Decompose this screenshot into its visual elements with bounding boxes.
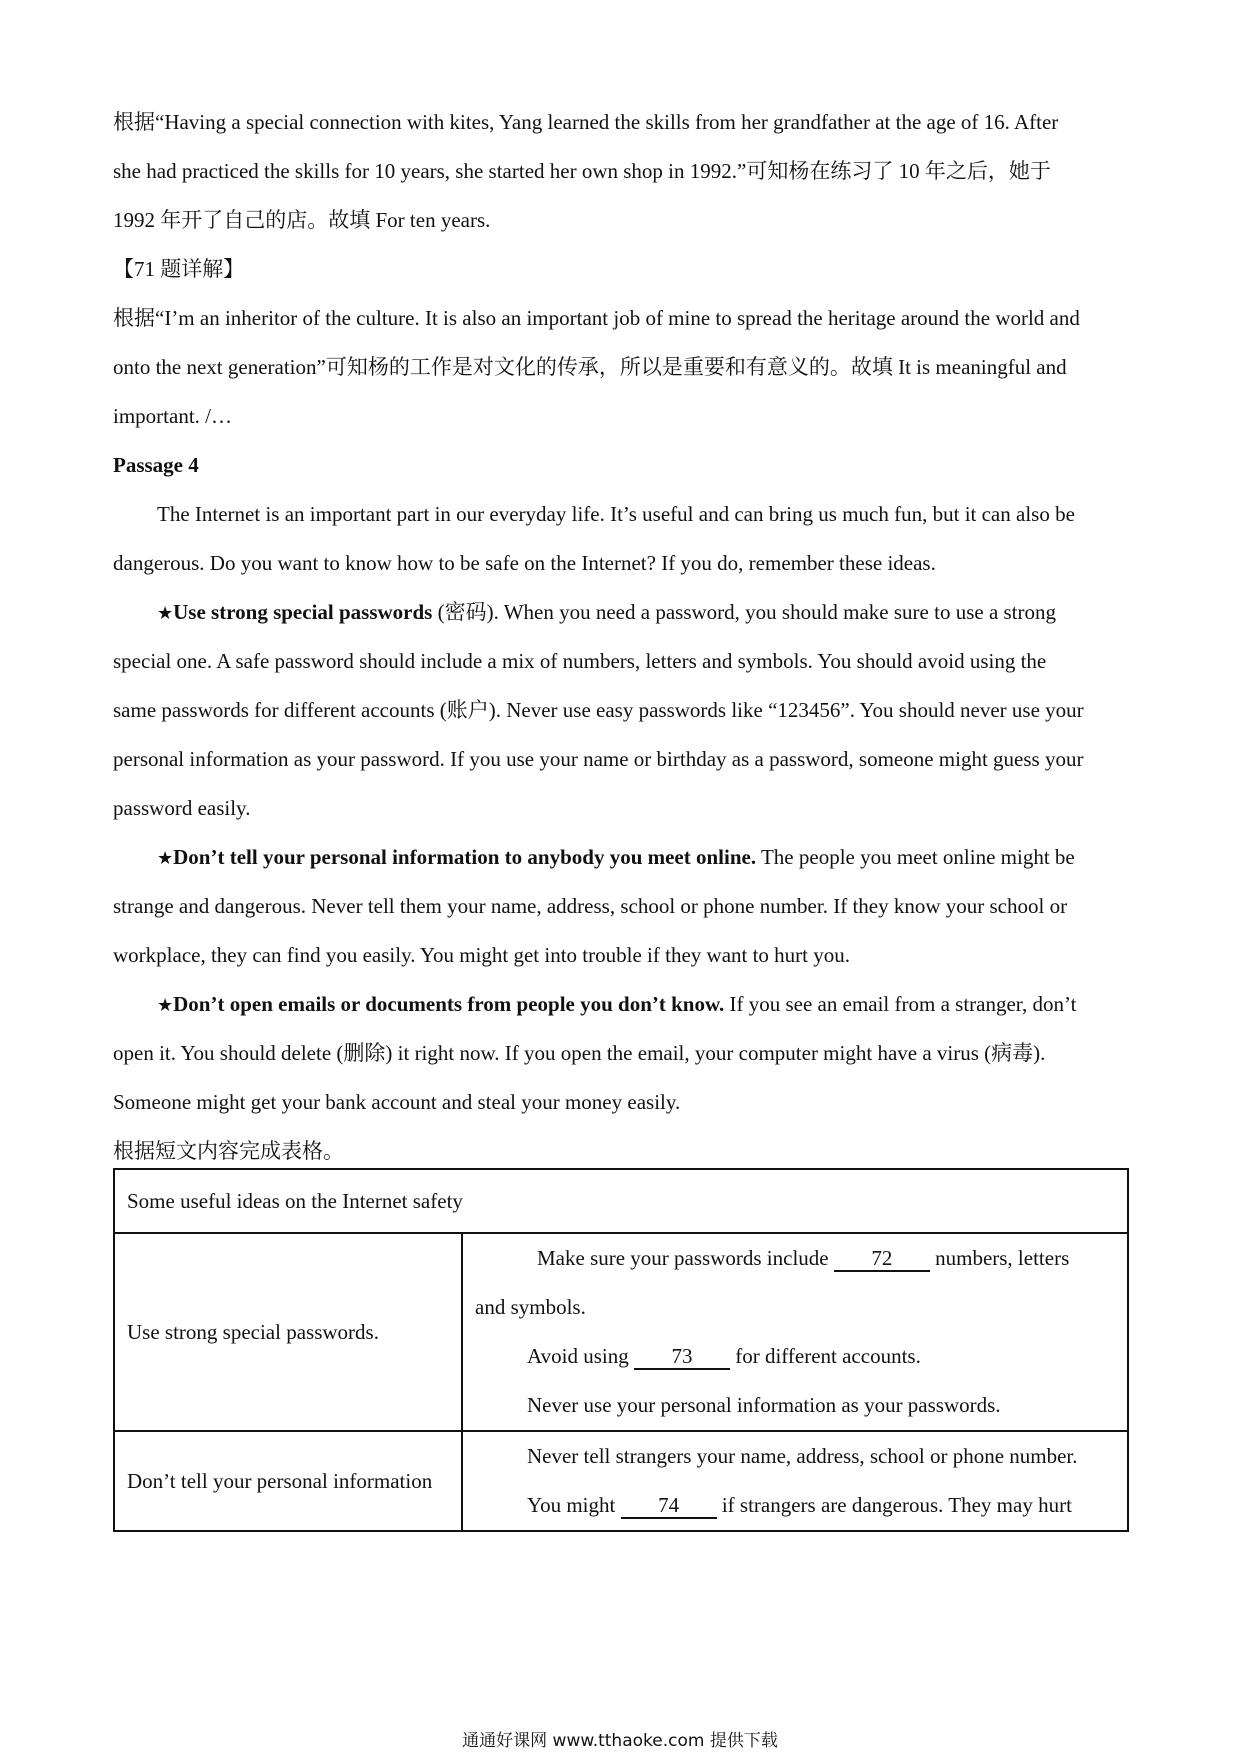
table-row <box>114 1431 1128 1531</box>
tip2-first-line <box>113 833 1135 882</box>
star-icon: ★ <box>157 995 174 1016</box>
row2-right-cell <box>462 1431 1128 1531</box>
blank-74[interactable]: 74 <box>621 1493 717 1519</box>
tip2-line: workplace, they can find you easily. You might get into trouble if they want to hurt you. <box>113 943 851 967</box>
row1-line-2: and symbols. <box>475 1295 586 1319</box>
tip1-first-rest: (密码). When you need a password, you should make sure to use a strong <box>432 600 1057 624</box>
tip1-line: special one. A safe password should include a mix of numbers, letters and symbols. You should avoid using the <box>113 649 1047 673</box>
answer71-line-1: 根据“I’m an inheritor of the culture. It is also an important job of mine to spread the heritage around the world and <box>113 306 1080 330</box>
tip2-title: Don’t tell your personal information to anybody you meet online. <box>173 845 757 869</box>
tip1-first-line <box>113 588 1135 637</box>
internet-safety-table <box>113 1168 1129 1532</box>
row1-line-1-pre: Make sure your passwords include <box>537 1246 834 1270</box>
row1-line-4: Never use your personal information as your passwords. <box>527 1393 1001 1417</box>
table-row <box>114 1233 1128 1431</box>
intro-line-1: The Internet is an important part in our everyday life. It’s useful and can bring us much fun, but it can also be <box>157 502 1075 526</box>
tip3-first-rest: If you see an email from a stranger, don’t <box>724 992 1077 1016</box>
intro-line-2: dangerous. Do you want to know how to be safe on the Internet? If you do, remember these ideas. <box>113 551 936 575</box>
answer70-line-1: 根据“Having a special connection with kites, Yang learned the skills from her grandfather at the age of 16. After <box>113 110 1059 134</box>
star-icon: ★ <box>157 603 174 624</box>
row2-left-cell: Don’t tell your personal information <box>114 1431 462 1531</box>
page-footer: 通通好课网 www.tthaoke.com 提供下载 <box>462 1731 778 1751</box>
row2-line-1: Never tell strangers your name, address, school or phone number. <box>527 1444 1078 1468</box>
tip1-title: Use strong special passwords <box>173 600 433 624</box>
tip1-line: personal information as your password. If you use your name or birthday as a password, someone might guess your <box>113 747 1084 771</box>
row1-right-cell <box>462 1233 1128 1431</box>
tip3-title: Don’t open emails or documents from people you don’t know. <box>173 992 725 1016</box>
tip1-line: same passwords for different accounts (账户). Never use easy passwords like “123456”. You should never use your <box>113 698 1084 722</box>
blank-72[interactable]: 72 <box>834 1246 930 1272</box>
tip3-line: Someone might get your bank account and steal your money easily. <box>113 1090 681 1114</box>
row2-line-2-post: if strangers are dangerous. They may hurt <box>716 1493 1072 1517</box>
passage-title: Passage 4 <box>113 453 199 477</box>
row2-line-2 <box>475 1481 1115 1530</box>
row1-left-cell: Use strong special passwords. <box>114 1233 462 1431</box>
tip3-line: open it. You should delete (删除) it right now. If you open the email, your computer might have a virus (病毒). <box>113 1041 1046 1065</box>
tip3-first-line <box>113 980 1135 1029</box>
tip2-first-rest: The people you meet online might be <box>756 845 1075 869</box>
tip2-line: strange and dangerous. Never tell them your name, address, school or phone number. If they know your school or <box>113 894 1068 918</box>
question71-heading: 【71 题详解】 <box>113 257 245 281</box>
row1-line-3 <box>475 1332 1115 1381</box>
table-header-cell: Some useful ideas on the Internet safety <box>114 1169 1128 1233</box>
instruction: 根据短文内容完成表格。 <box>113 1139 344 1163</box>
blank-73[interactable]: 73 <box>634 1344 730 1370</box>
row1-line-3-pre: Avoid using <box>527 1344 634 1368</box>
document-body <box>113 98 1135 1176</box>
row1-line-1-post: numbers, letters <box>929 1246 1070 1270</box>
answer70-line-3: 1992 年开了自己的店。故填 For ten years. <box>113 208 491 232</box>
row1-line-1 <box>475 1234 1115 1283</box>
tip1-line: password easily. <box>113 796 251 820</box>
row1-line-3-post: for different accounts. <box>729 1344 921 1368</box>
star-icon: ★ <box>157 848 174 869</box>
answer71-line-3: important. /… <box>113 404 232 428</box>
answer71-line-2: onto the next generation”可知杨的工作是对文化的传承，所以是重要和有意义的。故填 It is meaningful and <box>113 355 1067 379</box>
table-header-row <box>114 1169 1128 1233</box>
answer70-line-2: she had practiced the skills for 10 years, she started her own shop in 1992.”可知杨在练习了 10 年之后，她于 <box>113 159 1051 183</box>
row2-line-2-pre: You might <box>527 1493 621 1517</box>
